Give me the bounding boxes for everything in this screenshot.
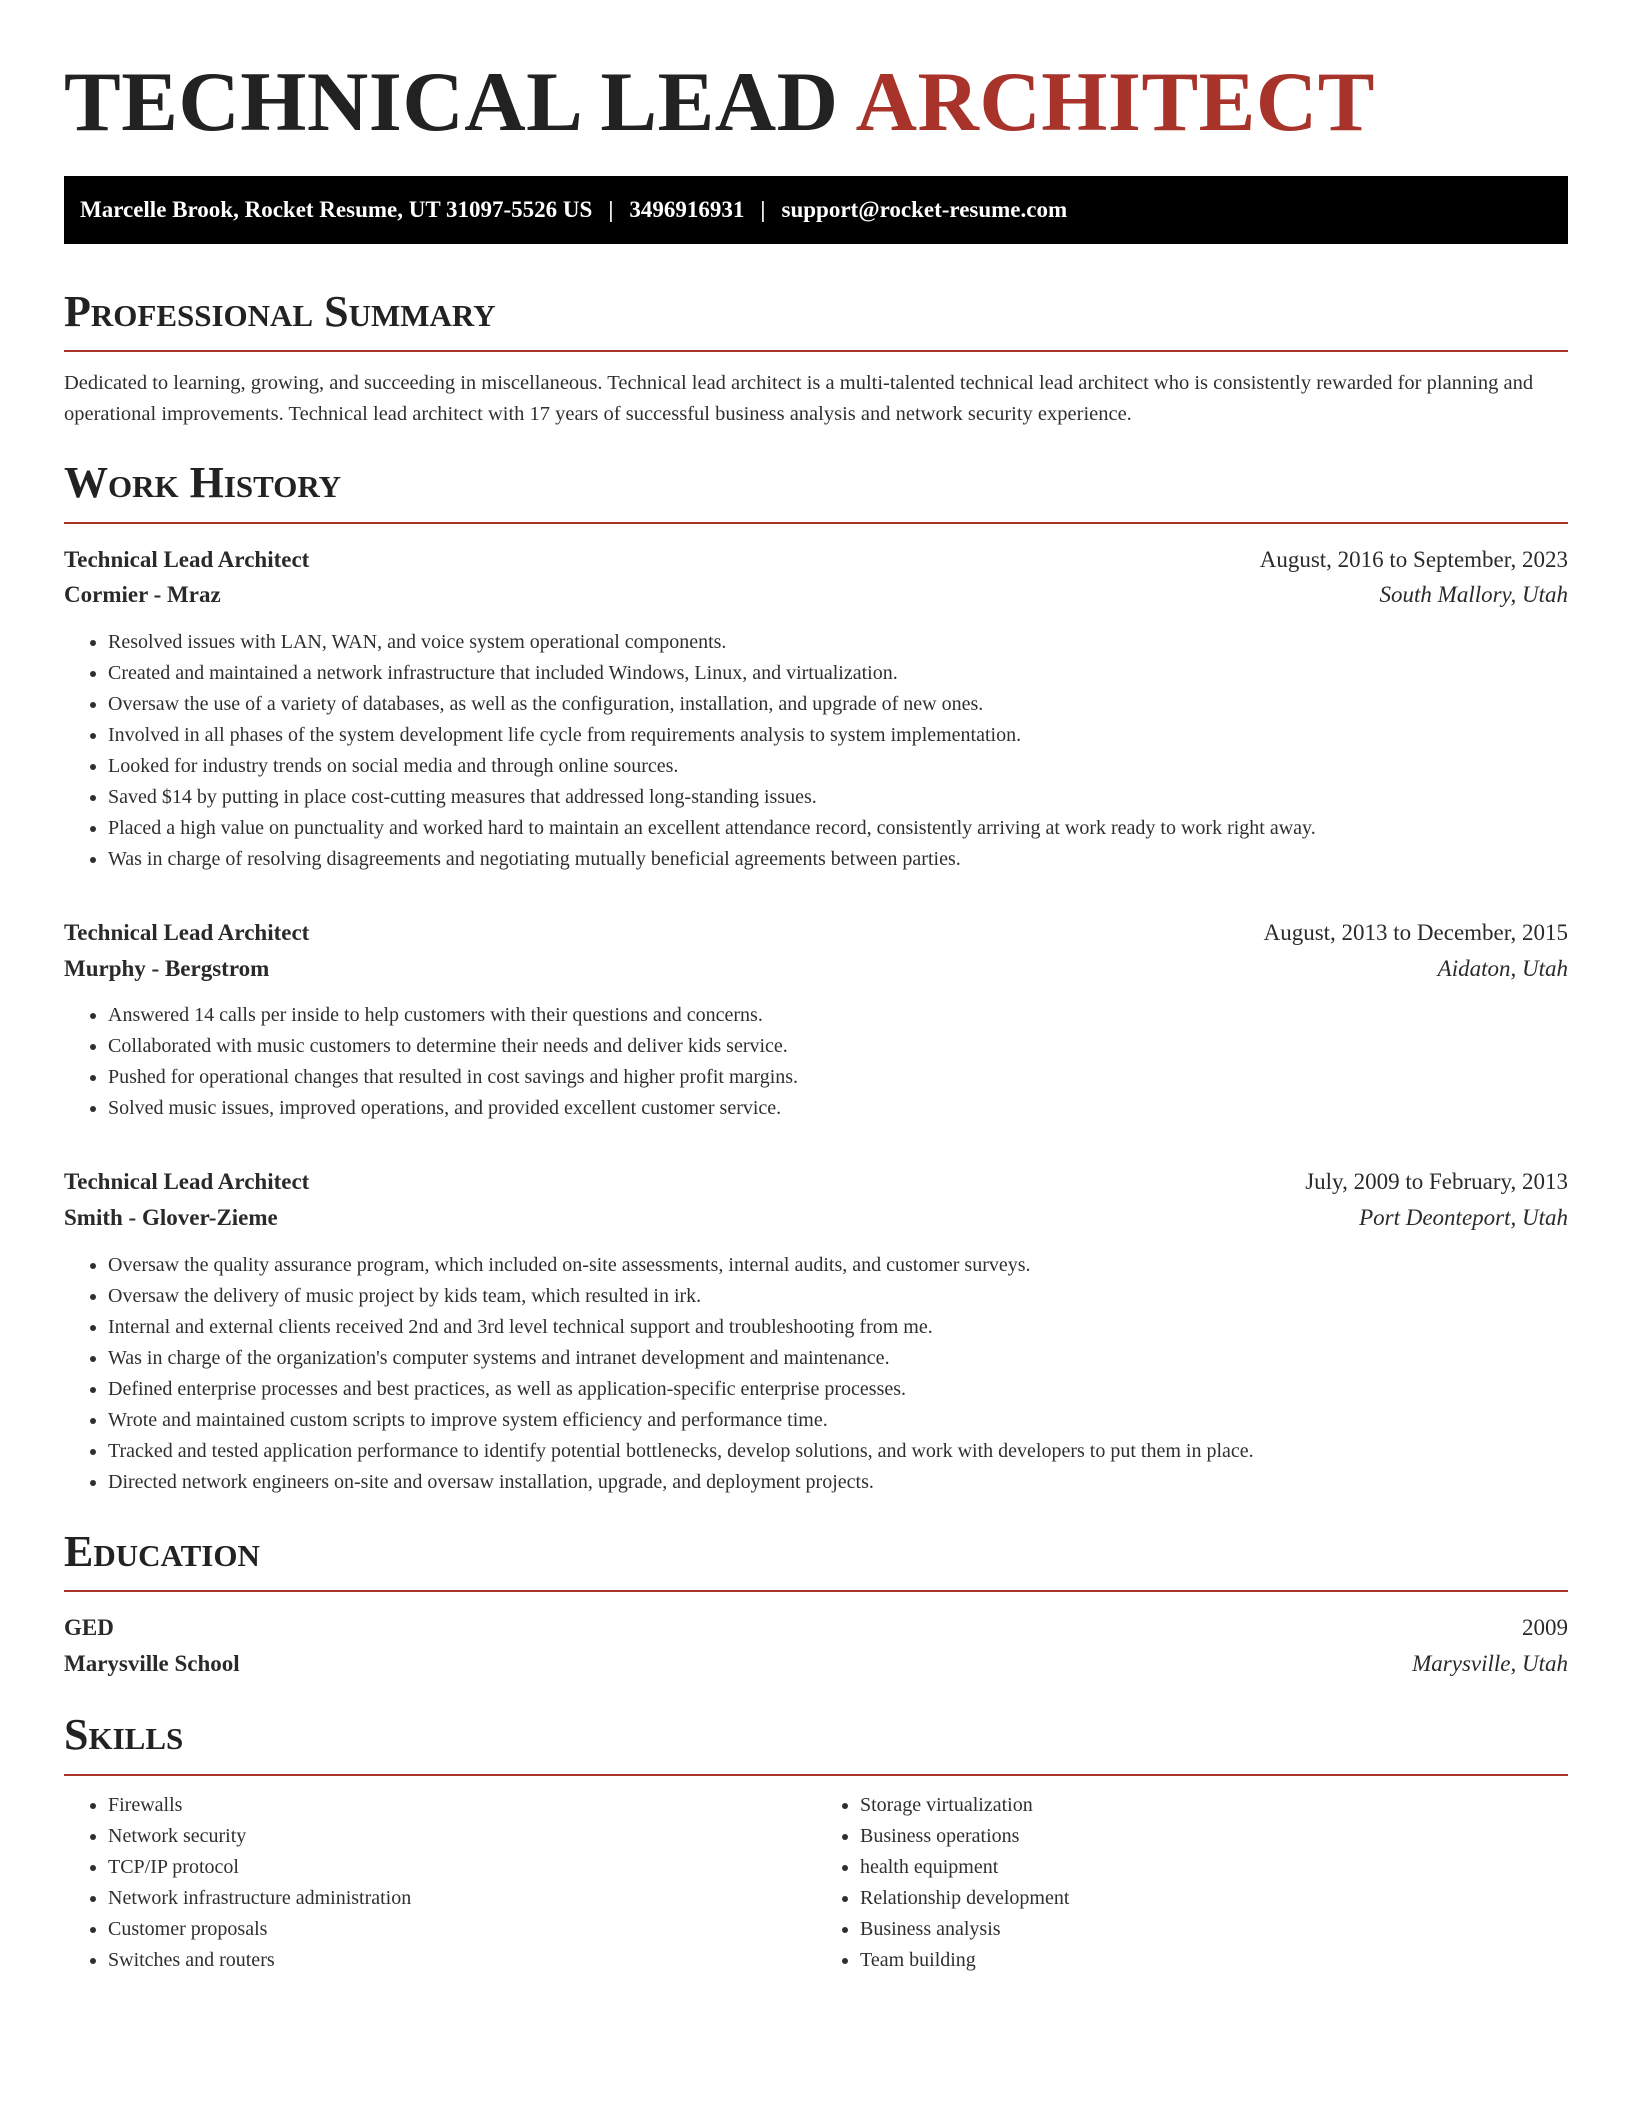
skills-heading: Skills [64,1710,184,1760]
summary-text: Dedicated to learning, growing, and succeeding in miscellaneous. Technical lead architect is a multi-talented technical lead architect who is consistently rewarded for planning and operational improvements. Technical lead architect with 17 years of successful business analysis and network security experience. [64,371,1534,425]
job-company: Smith - Glover-Zieme [64,1204,278,1230]
list-item: • Storage virtualization [860,1790,1568,1821]
job-entry [64,1164,1568,1497]
list-item: • Created and maintained a network infrastructure that included Windows, Linux, and virtualization. [108,658,1568,689]
job-company: Cormier - Mraz [64,582,221,608]
job-dates: August, 2016 to September, 2023 [1259,546,1568,572]
skills-column-left [64,1790,816,1976]
work-history-heading: Work History [64,458,342,508]
education-entry [64,1610,1568,1681]
education-section [64,1528,1568,1682]
list-item: • Network security [108,1821,816,1852]
job-role: Technical Lead Architect [64,1169,310,1195]
list-item: • Looked for industry trends on social media and through online sources. [108,751,1568,782]
education-degree: GED [64,1615,114,1641]
section-divider [64,522,1568,524]
list-item: • health equipment [860,1852,1568,1883]
list-item: • Team building [860,1945,1568,1976]
job-bullets [64,1250,1568,1498]
list-item: • Customer proposals [108,1914,816,1945]
list-item: • Wrote and maintained custom scripts to improve system efficiency and performance time. [108,1405,1568,1436]
job-role: Technical Lead Architect [64,920,310,946]
skills-grid [64,1790,1568,1976]
education-heading: Education [64,1526,260,1576]
list-item: • Business analysis [860,1914,1568,1945]
contact-separator: | [608,196,614,222]
section-divider [64,350,1568,352]
list-item: • Oversaw the use of a variety of databases, as well as the configuration, installation, and upgrade of new ones. [108,689,1568,720]
list-item: • Relationship development [860,1883,1568,1914]
job-company: Murphy - Bergstrom [64,955,270,981]
summary-section [64,288,1568,430]
skills-section [64,1711,1568,1975]
job-entry [64,915,1568,1124]
list-item: • Oversaw the delivery of music project by kids team, which resulted in irk. [108,1281,1568,1312]
job-location: Port Deonteport, Utah [1359,1204,1568,1230]
resume-title [64,56,1568,150]
job-role: Technical Lead Architect [64,546,310,572]
title-accent: ARCHITECT [855,55,1375,149]
list-item: • Defined enterprise processes and best practices, as well as application-specific enterprise processes. [108,1374,1568,1405]
list-item: • Involved in all phases of the system development life cycle from requirements analysis to system implementation. [108,720,1568,751]
job-dates: July, 2009 to February, 2013 [1305,1169,1568,1195]
contact-separator: | [760,196,766,222]
contact-bar [64,176,1568,244]
section-divider [64,1590,1568,1592]
list-item: • Tracked and tested application performance to identify potential bottlenecks, develop solutions, and work with developers to put them in place. [108,1436,1568,1467]
contact-phone: 3496916931 [629,196,745,222]
education-location: Marysville, Utah [1412,1650,1568,1676]
list-item: • Placed a high value on punctuality and worked hard to maintain an excellent attendance record, consistently arriving at work ready to work right away. [108,813,1568,844]
skills-list [64,1790,816,1976]
contact-email: support@rocket-resume.com [781,196,1068,222]
job-location: South Mallory, Utah [1379,582,1568,608]
list-item: • Resolved issues with LAN, WAN, and voice system operational components. [108,627,1568,658]
education-year: 2009 [1522,1615,1568,1641]
skills-column-right [816,1790,1568,1976]
section-divider [64,1774,1568,1776]
job-bullets [64,627,1568,875]
list-item: • Oversaw the quality assurance program, which included on-site assessments, internal audits, and customer surveys. [108,1250,1568,1281]
list-item: • Network infrastructure administration [108,1883,816,1914]
list-item: • Answered 14 calls per inside to help customers with their questions and concerns. [108,1000,1568,1031]
list-item: • Solved music issues, improved operations, and provided excellent customer service. [108,1093,1568,1124]
job-entry [64,542,1568,875]
list-item: • Saved $14 by putting in place cost-cutting measures that addressed long-standing issues. [108,782,1568,813]
list-item: • Directed network engineers on-site and oversaw installation, upgrade, and deployment projects. [108,1467,1568,1498]
title-main: TECHNICAL LEAD [64,55,839,149]
list-item: • Switches and routers [108,1945,816,1976]
list-item: • Pushed for operational changes that resulted in cost savings and higher profit margins. [108,1062,1568,1093]
list-item: • Was in charge of resolving disagreements and negotiating mutually beneficial agreements between parties. [108,844,1568,875]
education-school: Marysville School [64,1650,240,1676]
list-item: • Business operations [860,1821,1568,1852]
list-item: • TCP/IP protocol [108,1852,816,1883]
job-bullets [64,1000,1568,1124]
skills-list [816,1790,1568,1976]
contact-address: Marcelle Brook, Rocket Resume, UT 31097-5526 US [80,196,593,222]
summary-heading: Professional Summary [64,286,496,336]
list-item: • Collaborated with music customers to determine their needs and deliver kids service. [108,1031,1568,1062]
list-item: • Was in charge of the organization's computer systems and intranet development and maintenance. [108,1343,1568,1374]
job-location: Aidaton, Utah [1437,955,1568,981]
list-item: • Internal and external clients received 2nd and 3rd level technical support and troubleshooting from me. [108,1312,1568,1343]
list-item: • Firewalls [108,1790,816,1821]
job-dates: August, 2013 to December, 2015 [1263,920,1568,946]
work-history-section [64,459,1568,1497]
